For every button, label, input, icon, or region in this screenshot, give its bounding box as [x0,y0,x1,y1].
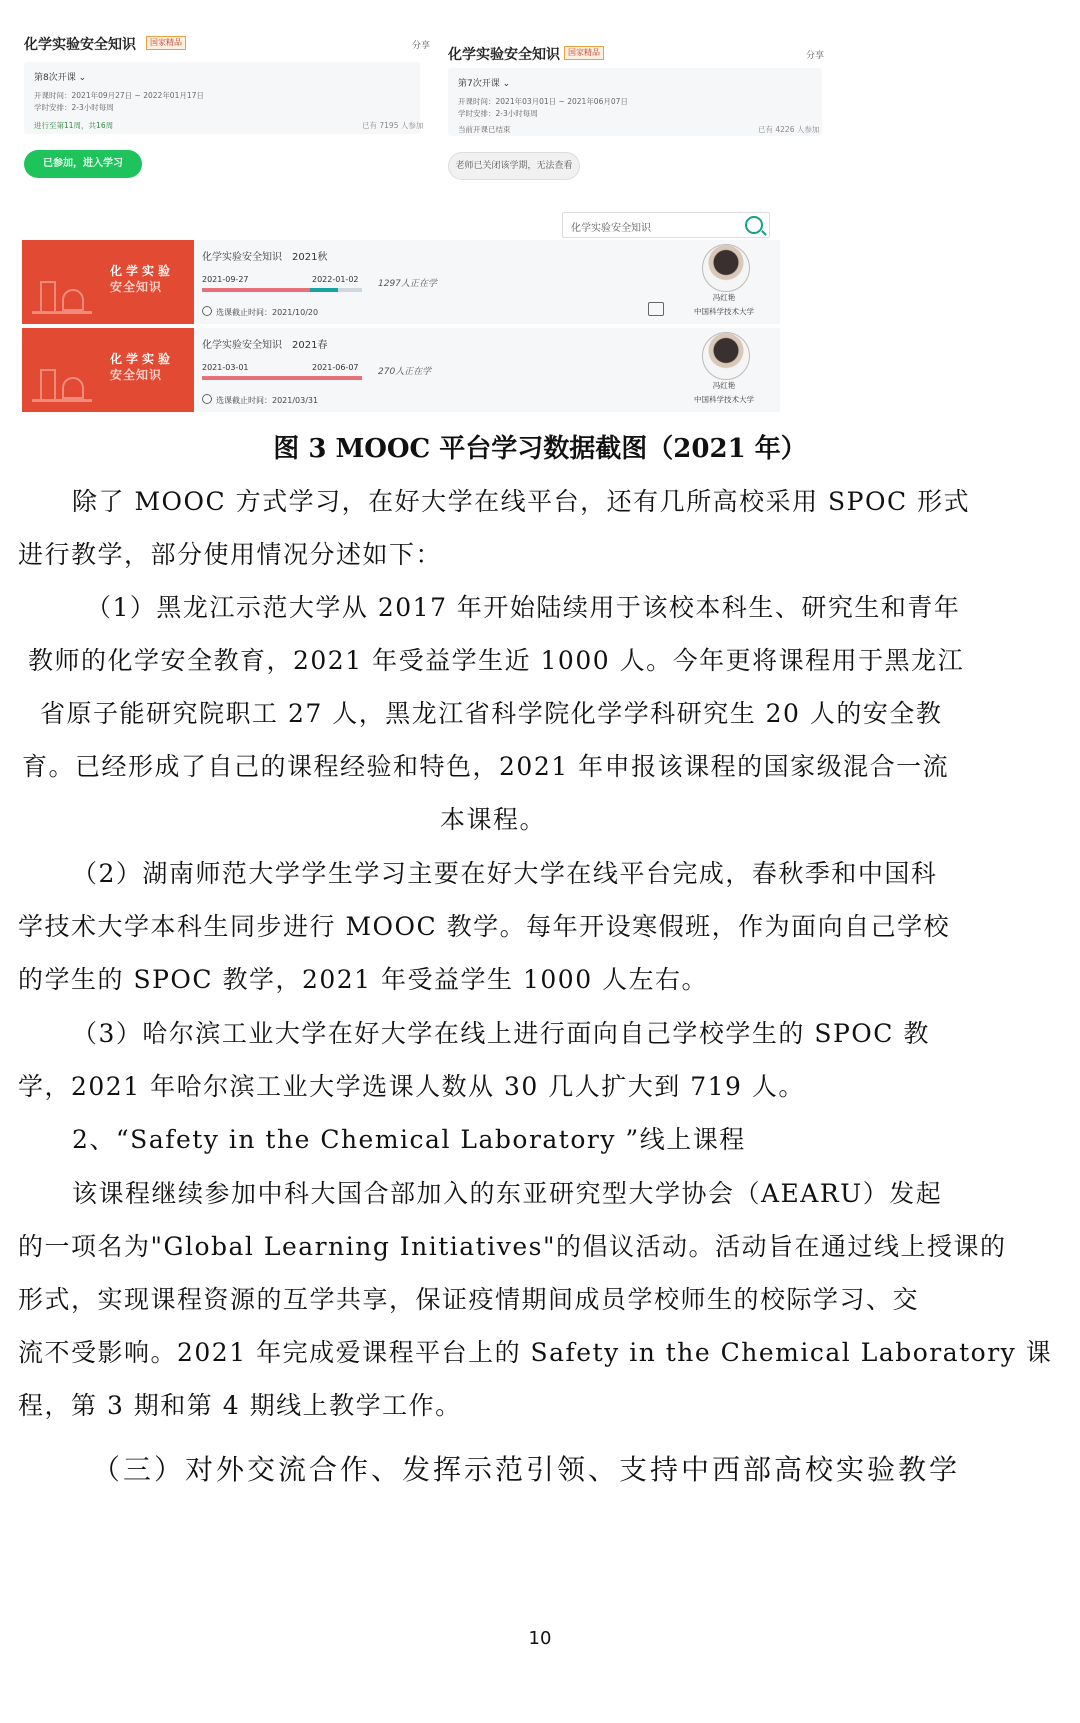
thumbnail-text: 安全知识 [110,368,163,382]
progress-text: 进行至第11周，共16周 [34,121,114,130]
teacher-name: 冯红艳 [712,293,736,302]
learner-count: 270人正在学 [378,367,432,377]
school-name: 中国科学技术大学 [694,307,754,316]
course-thumbnail[interactable] [22,328,194,412]
course-term-title[interactable]: 化学实验安全知识 2021春 [202,340,328,351]
participant-count: 已有 7195 人参加 [362,121,424,130]
course-title: 化学实验安全知识 [448,47,560,63]
search-input[interactable] [562,212,770,238]
enroll-deadline [202,306,318,318]
teacher-avatar [702,332,750,380]
paragraph-line: 的一项名为"Global Learning Initiatives"的倡议活动。活动旨在通过线上授课的 [18,1232,1007,1261]
thumbnail-text: 化学实验 [110,264,175,278]
lab-equipment-icon [32,271,92,314]
closed-term-button[interactable]: 老师已关闭该学期，无法查看 [448,152,580,180]
enter-course-button[interactable]: 已参加，进入学习 [24,150,142,178]
term-progress-fill [202,288,310,292]
clock-icon [202,306,212,316]
paragraph-line: 学，2021 年哈尔滨工业大学选课人数从 30 几人扩大到 719 人。 [18,1072,805,1101]
term-progress-bar [202,288,362,292]
open-time: 开课时间：2021年03月01日 ~ 2021年06月07日 [458,97,628,106]
share-link[interactable]: 分享 [806,51,825,61]
course-list-item[interactable] [22,240,780,324]
figure-caption: 图 3 MOOC 平台学习数据截图（2021 年） [273,434,807,464]
paragraph-line: （1）黑龙江示范大学从 2017 年开始陆续用于该校本科生、研究生和青年 [86,593,961,622]
start-date: 2021-03-01 [202,363,249,372]
paragraph-line: 进行教学，部分使用情况分述如下： [18,540,443,569]
paragraph-line: （3）哈尔滨工业大学在好大学在线上进行面向自己学校学生的 SPOC 教 [72,1019,930,1048]
search-icon[interactable] [745,216,763,234]
school-name: 中国科学技术大学 [694,395,754,404]
course-thumbnail[interactable] [22,240,194,324]
schedule: 学时安排：2-3小时每周 [458,109,538,118]
thumbnail-text: 安全知识 [110,280,163,294]
course-list-item[interactable] [22,328,780,412]
schedule: 学时安排：2-3小时每周 [34,103,114,112]
participant-count: 已有 4226 人参加 [758,125,820,134]
paragraph-line: 除了 MOOC 方式学习，在好大学在线平台，还有几所高校采用 SPOC 形式 [72,487,971,516]
deadline-text: 选课截止时间：2021/10/20 [216,308,319,317]
open-time: 开课时间：2021年09月27日 ~ 2022年01月17日 [34,91,204,100]
search-placeholder: 化学实验安全知识 [571,223,651,234]
course-card-current [22,28,432,188]
term-progress-fill [202,376,362,380]
learner-count: 1297人正在学 [378,279,437,289]
paragraph-line: 省原子能研究院职工 27 人，黑龙江省科学院化学学科研究生 20 人的安全教 [40,699,943,728]
page-number: 10 [528,1628,552,1649]
term-progress-remaining [310,288,338,292]
term-selector[interactable]: 第8次开课 ⌄ [34,73,87,83]
paragraph-line: 育。已经形成了自己的课程经验和特色，2021 年申报该课程的国家级混合一流 [22,752,950,781]
section-subheading: 2、“Safety in the Chemical Laboratory ”线上课程 [72,1125,746,1154]
lab-equipment-icon [32,359,92,402]
paragraph-line: 学技术大学本科生同步进行 MOOC 教学。每年开设寒假班，作为面向自己学校 [18,912,951,941]
paragraph-line: 流不受影响。2021 年完成爱课程平台上的 Safety in the Chemical Laboratory 课 [18,1338,1053,1367]
paragraph-line: 该课程继续参加中科大国合部加入的东亚研究型大学协会（AEARU）发起 [72,1179,943,1208]
end-date: 2022-01-02 [312,275,359,284]
course-ended-status: 当前开课已结束 [458,125,511,134]
thumbnail-text: 化学实验 [110,352,175,366]
deadline-text: 选课截止时间：2021/03/31 [216,396,319,405]
course-title: 化学实验安全知识 [24,37,136,53]
paragraph-line: 程，第 3 期和第 4 期线上教学工作。 [18,1391,462,1420]
teacher-name: 冯红艳 [712,381,736,390]
enroll-deadline [202,394,318,406]
term-info-box [24,62,424,134]
start-date: 2021-09-27 [202,275,249,284]
teacher-avatar [702,244,750,292]
course-card-previous [448,38,828,198]
national-badge: 国家精品 [146,36,186,50]
paragraph-line: 形式，实现课程资源的互学共享，保证疫情期间成员学校师生的校际学习、交 [18,1285,920,1314]
end-date: 2021-06-07 [312,363,359,372]
clock-icon [202,394,212,404]
paragraph-line: 本课程。 [440,805,547,834]
term-progress-bar [202,376,362,380]
course-term-title[interactable]: 化学实验安全知识 2021秋 [202,252,328,263]
term-info-box [448,68,822,136]
paragraph-line: （2）湖南师范大学学生学习主要在好大学在线平台完成，春秋季和中国科 [72,859,938,888]
share-link[interactable]: 分享 [412,41,431,51]
paragraph-line: 的学生的 SPOC 教学，2021 年受益学生 1000 人左右。 [18,965,709,994]
term-selector[interactable]: 第7次开课 ⌄ [458,79,511,89]
national-badge: 国家精品 [564,46,604,60]
paragraph-line: 教师的化学安全教育，2021 年受益学生近 1000 人。今年更将课程用于黑龙江 [28,646,965,675]
section-heading: （三）对外交流合作、发挥示范引领、支持中西部高校实验教学 [92,1453,961,1486]
